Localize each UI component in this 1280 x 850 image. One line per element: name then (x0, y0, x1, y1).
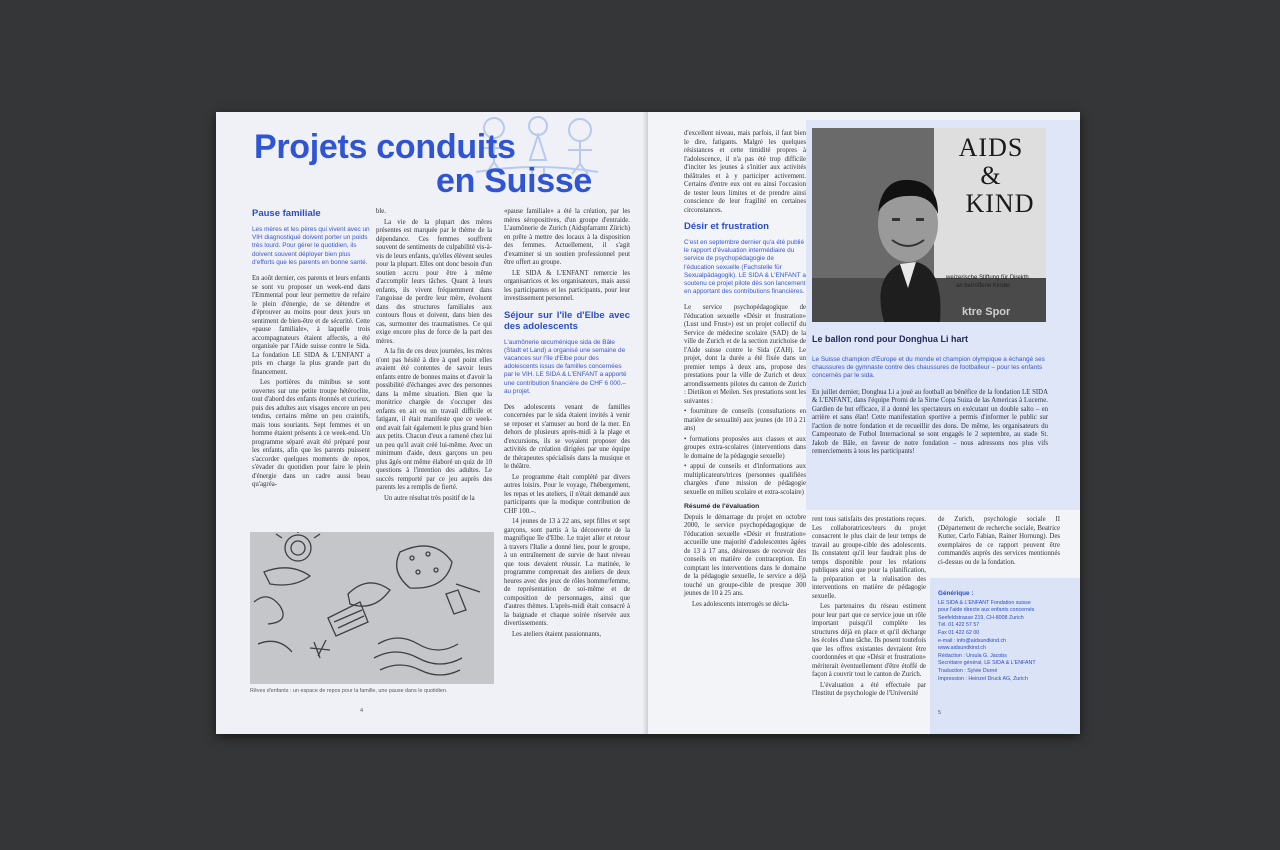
sign-line-2: & (980, 161, 1002, 190)
right-column-3 (938, 516, 1060, 569)
photo-sign-text (938, 134, 1044, 218)
section-heading-donghua: Le ballon rond pour Donghua Li hart (812, 334, 968, 344)
photo-sign-bottom: ktre Spor (962, 306, 1011, 318)
body-paragraph: LE SIDA & L'ENFANT remercie les organisatrices et les organisateurs, mais aussi les participantes et les participants, pour leur investissement personnel. (504, 269, 630, 302)
bullet-item: • fourniture de conseils (consultations en matière de sexualité) aux jeunes (de 10 à 21 ans) (684, 408, 806, 433)
image-caption: Rêves d'enfants : un espace de repos pour la famille, une pause dans le quotidien. (250, 688, 448, 694)
drawing-sketch (250, 532, 494, 684)
body-paragraph: En juillet dernier, Donghua Li a joué au football au bénéfice de la fondation LE SIDA & L'ENFANT, dans l'équipe Promi de la Sirne Copa Suiza de las Americas à Lucerne. Gardien de but efficace, il a donné les spectateurs en exécutant un double salto – en arrière et sans élan! Cette manifestation sportive a permis d'informer le public sur l'action de notre fondation et de recueillir des dons. De même, les organisateurs du Campeonato de Futbol Internacional se sont engagés le 2 septembre, au stade St. Jakob de Bâle, en faveur de notre fondation – nous adressons nos plus vifs remerciements à tous les participants! (812, 388, 1048, 456)
body-paragraph: Les portières du minibus se sont ouvertes sur une petite troupe hétéroclite, tout d'abord des enfants étonnés et curieux, puis des adultes aux visages encore un peu tendus, certains même un peu craintifs, mais tous souriants. Sept femmes et un homme étaient présents à ce week-end. Un programme séparé avait été préparé pour les enfants, afin que les parents puissent s'accorder quelques moments de repos, s'évader du quotidien pour faire le plein d'énergie dans un cadre aussi beau qu'agréa- (252, 379, 370, 489)
sign-line-1: AIDS (958, 133, 1024, 162)
credits-line: Secrétaire général, LE SIDA & L'ENFANT (938, 660, 1036, 667)
portrait-photo (812, 128, 1046, 322)
body-paragraph: d'excellent niveau, mais parfois, il faut bien le dire, fatigants. Malgré les quelques résistances et cette timidité propres à l'adolescence, il n'a pas été trop difficile d'inciter les jeunes à s'initier aux activités théâtrales et à y participer activement. Certains d'entre eux ont eu ainsi l'occasion de tester leurs limites et de prendre ainsi conscience de leur fragilité en certaines circonstances. (684, 130, 806, 214)
credits-line: Traduction : Sylvie Durné (938, 667, 998, 674)
sign-small-2: an betroffene Kinder (956, 283, 1011, 289)
children-drawing-image (250, 532, 494, 684)
credits-block (938, 590, 1076, 683)
section-lead: L'aumônerie œcuménique sida de Bâle (Stadt et Land) a organisé une semaine de vacances sur l'île d'Elbe pour des adolescents issus de familles concernées par le VIH. LE SIDA & L'ENFANT a apporté une contribution financière de CHF 6 000.– au projet. (504, 338, 627, 395)
sign-line-3: KIND (965, 189, 1035, 218)
body-paragraph: La vie de la plupart des mères présentes est marquée par le thème de la dépendance. Ces femmes souffrent souvent de sentiments de culpabilité vis-à-vis de leurs enfants, qu'elles élèvent seules pour la plupart. Elles ont donc besoin d'un soutien accru pour être à même d'accomplir leurs tâches. Quant à leurs enfants, ils vivent fréquemment dans l'angoisse de perdre leur mère, évoluent dans des structures familiales aux contours flous et doivent, dans bien des cas, surmonter des traumatismes. Ce qui exige encore plus de force de la part des mères. (376, 218, 492, 345)
photo-sign-small (946, 274, 1044, 290)
body-paragraph: ble. (376, 208, 387, 215)
left-column-2 (376, 208, 492, 505)
donghua-article (812, 356, 1048, 459)
body-paragraph: «pause familiale» a été la création, par les mères séropositives, d'un groupe d'entraide. L'aumônerie de Zurich (Aidspfarramt Zürich) en prête à mettre des locaux à la disposition des femmes. Actuellement, il s'agit d'examiner si un soutien professionnel peut être offert au groupe. (504, 208, 630, 266)
body-paragraph: Depuis le démarrage du projet en octobre 2000, le service psychopédagogique de l'éducation sexuelle «Désir et frustration» accueille une majorité d'adolescentes âgées de 13 à 17 ans, désireuses de recevoir des conseils en matière de contraception. En comptant les interventions dans le domaine de la pédagogie sexuelle, le service a déjà touché un groupe-cible de presque 300 jeunes de 10 à 25 ans. (684, 513, 806, 598)
right-column-1 (684, 130, 806, 611)
body-paragraph: Des adolescents venant de familles concernées par le sida étaient invités à venir se reposer et s'amuser au bord de la mer. En dehors de plusieurs après-midi à la plage et d'excursions, ils se voyaient proposer des activités de création dirigées par une équipe de thérapeutes spécialisés dans la musique et le théâtre. (504, 403, 630, 471)
credits-line: Rédaction : Ursula G. Jacobs (938, 652, 1007, 659)
body-paragraph: En août dernier, ces parents et leurs enfants se sont vu proposer un week-end dans l'Emmental pour leur permettre de refaire le plein d'énergie, de se détendre et d'éprouver au moins pour deux jours un sentiment de bien-être et de sécurité. Cette «pause familiale», à laquelle trois accompagnateurs étaient affectés, a été organisée par l'Aide suisse contre le Sida. La fondation LE SIDA & L'ENFANT a pris en charge la plus grande part du financement. (252, 275, 370, 376)
credits-line: pour l'aide directe aux enfants concernés (938, 607, 1035, 614)
section-heading-pause-familiale: Pause familiale (252, 208, 321, 219)
credits-line: Tél. 01 422 57 57 (938, 622, 980, 629)
credits-line: Impression : Heinzel Druck AG, Zurich (938, 675, 1028, 682)
section-lead: C'est en septembre dernier qu'a été publié le rapport d'évaluation intermédiaire du service de psychopédagogie de l'éducation sexuelle (Fachstelle für Sexualpädagogik). LE SIDA & L'ENFANT a soutenu ce projet pilote dès son lancement en apportant des contributions financières. (684, 239, 806, 296)
credits-line: www.aidsundkind.ch (938, 645, 986, 652)
section-lead: Les mères et les pères qui vivent avec un VIH diagnostiqué doivent porter un poids très lourd. Pour gérer le quotidien, ils doivent souvent déployer bien plus d'efforts que les parents en bonne santé. (252, 226, 370, 266)
page-title (254, 130, 592, 198)
credits-line: Fax 01 422 62 00 (938, 629, 980, 636)
right-column-2 (812, 516, 926, 701)
right-page (648, 112, 1080, 734)
sign-small-1: weizerische Stiftung für Direkth (946, 275, 1029, 281)
section-heading-desir: Désir et frustration (684, 221, 769, 232)
body-paragraph: de Zurich, psychologie sociale II (Département de recherche sociale, Beatrice Kutter, Carlo Fabian, Rainer Hornung). Des exemplaires de ce rapport peuvent être commandés auprès des services mentionnés ci-dessus ou de la fondation. (938, 516, 1060, 566)
section-heading-elbe: Séjour sur l'île d'Elbe avec des adolescents (504, 309, 630, 332)
title-line-2: en Suisse (436, 162, 593, 200)
body-paragraph: rent tous satisfaits des prestations reçues. Les collaboratrices/teurs du projet consacrent le plus clair de leur temps de travail au groupe-cible des adolescents. Ils constatent qu'il leur faudrait plus de temps disponible pour les relations publiques ainsi que pour la planification, la préparation et la réalisation des interventions en matière de pédagogie sexuelle. (812, 516, 926, 600)
body-paragraph: Le programme était complété par divers autres loisirs. Pour le voyage, l'hébergement, les repas et les ateliers, il n'était demandé aux participants que la modique contribution de CHF 100.–. (504, 473, 630, 515)
credits-line: e-mail : info@aidsundkind.ch (938, 637, 1007, 644)
credits-line: LE SIDA & L'ENFANT Fondation suisse (938, 599, 1031, 606)
body-paragraph: Un autre résultat très positif de la (384, 494, 475, 502)
body-paragraph: Les adolescents interrogés se décla- (692, 600, 790, 608)
subheading-resume: Résumé de l'évaluation (684, 503, 760, 511)
body-paragraph: 14 jeunes de 13 à 22 ans, sept filles et sept garçons, sont partis à la découverte de la magnifique île d'Elbe. Le trajet aller et retour à travers l'Italie a donné lieu, pour le groupe, à un entraînement de survie de haut niveau que tous devaient réussir. La matinée, le programme comprenait des ateliers de deux heures avec des jeux de rôles homme/femme, de représentation de soi-même et de composition de personnages, ainsi que d'autres thèmes. L'après-midi était consacré à la baignade et chaque soirée réservée aux divertissements. (504, 518, 630, 628)
credits-heading: Générique : (938, 590, 974, 597)
page-number: 5 (938, 710, 942, 716)
body-paragraph: Le service psychopédagogique de l'éducation sexuelle «Désir et frustration» (Lust und Frust») est un projet collectif du Service de médecine scolaire (SAD) de la ville de Zurich et de la section zurichoise de l'Aide suisse contre le Sida (ZAH). Le projet, dont la durée a été fixée dans un premier temps à deux ans, propose des prestations pour la ville de Zurich et deux arrondissements pilotes du canton de Zurich : Dietikon et Meilen. Ses prestations sont les suivantes : (684, 304, 806, 405)
body-paragraph: A la fin de ces deux journées, les mères n'ont pas hésité à dire à quel point elles avaient été contentes de savoir leurs enfants entre de bonnes mains et d'avoir la possibilité d'échanges avec des personnes dans la même situation. Bien que la monitrice chargée de s'occuper des enfants en ait eu un travail difficile et fatigant, il était manifeste que ce week-end avait fait également le plus grand bien aux petits. Chacun d'eux a ramené chez lui un peu qu'il avait créé lui-même. Avec un minimum d'aide, deux garçons un peu plus âgés ont même élaboré un quiz de 10 questions à l'intention des adultes. Le succès remporté par ce jeu auprès des parents les a remplis de fierté. (376, 348, 492, 491)
left-column-1 (252, 208, 370, 492)
body-paragraph: Les partenaires du réseau estiment pour leur part que ce service joue un rôle important puisqu'il complète les structures déjà en place et qu'il décharge les écoles d'une tâche. Ils posent toutefois que les offres existantes devraient être coordonnées et que «Désir et frustration» mériterait éventuellement d'être étoffé de façon à couvrir tout le canton de Zurich. (812, 603, 926, 678)
body-paragraph: L'évaluation a été effectuée par l'Institut de psychologie de l'Université (812, 681, 926, 697)
magazine-spread (216, 112, 1080, 734)
section-lead: Le Suisse champion d'Europe et du monde et champion olympique a échangé ses chaussures de gymnaste contre des chaussures de footballeur – pour les enfants concernés par le sida. (812, 356, 1045, 380)
bullet-item: • formations proposées aux classes et aux groupes extra-scolaires (interventions dans le domaine de la pédagogie sexuelle) (684, 435, 806, 460)
credits-line: Seefeldstrasse 219, CH-8008 Zurich (938, 614, 1024, 621)
left-page (216, 112, 648, 734)
body-paragraph: Les ateliers étaient passionnants, (512, 630, 602, 638)
left-column-3 (504, 208, 630, 641)
bullet-item: • appui de conseils et d'informations aux multiplicateurs/trices (personnes qualifiées chargées d'une mission de pédagogie sexuelle en milieu scolaire et extra-scolaire) (684, 463, 806, 496)
page-number: 4 (360, 708, 364, 714)
title-line-1: Projets conduits (254, 128, 516, 166)
